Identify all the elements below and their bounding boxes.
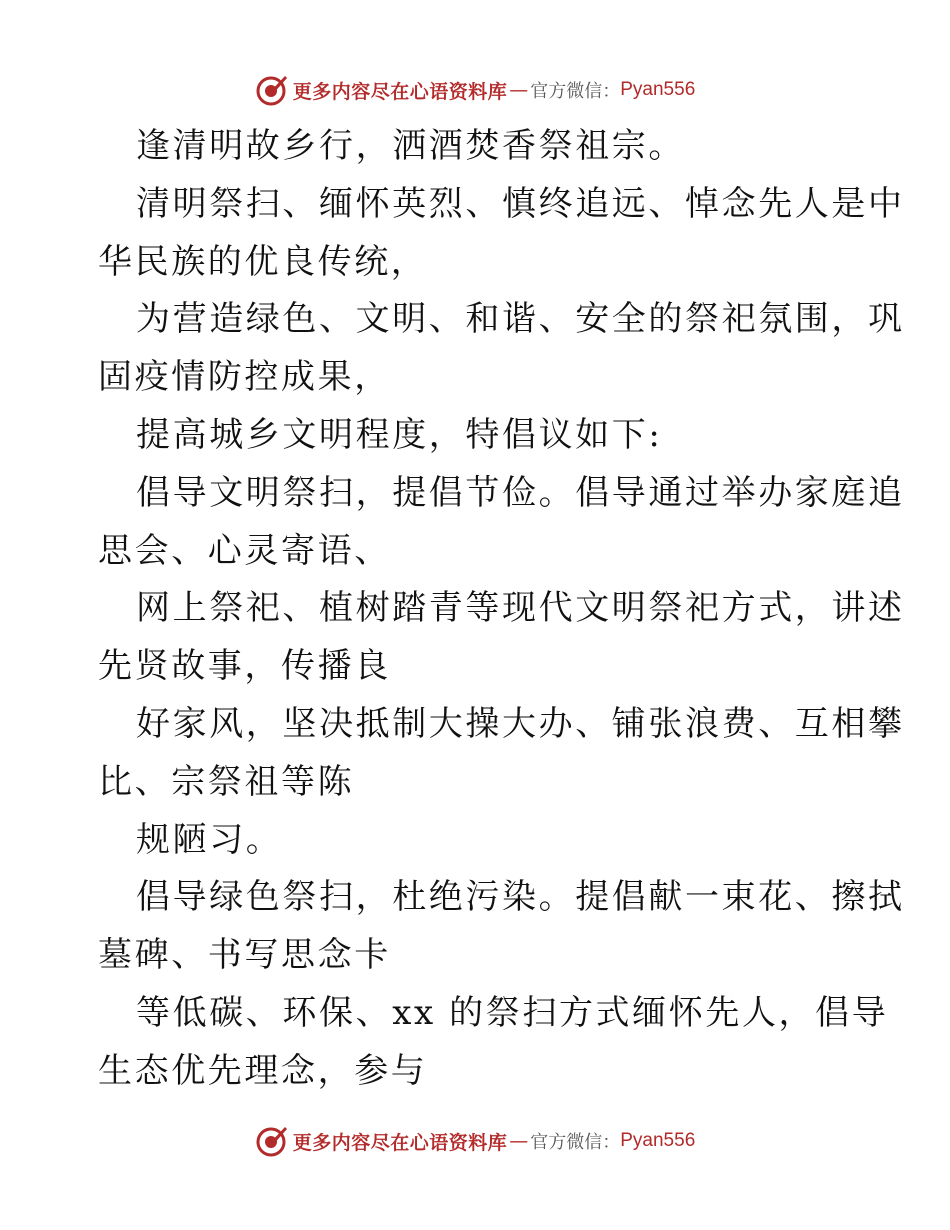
watermark-label: 官方微信：	[530, 1132, 621, 1153]
quill-pen-seal-icon	[255, 1124, 289, 1158]
watermark-brand: 更多内容尽在心语资料库	[292, 1131, 508, 1154]
paragraph-line: 倡导绿色祭扫，杜绝污染。提倡献一束花、擦拭	[136, 877, 905, 918]
paragraph-line: 提高城乡文明程度，特倡议如下:	[136, 414, 663, 455]
paragraph-line: 清明祭扫、缅怀英烈、慎终追远、悼念先人是中	[136, 183, 905, 224]
paragraph-line: 比、宗祭祖等陈	[98, 761, 355, 802]
quill-pen-seal-icon	[255, 73, 289, 107]
watermark-wechat-id: Pyan556	[620, 1130, 696, 1151]
paragraph-line: 思会、心灵寄语、	[98, 530, 391, 571]
document-body	[98, 118, 905, 1101]
paragraph-line: 生态优先理念，参与	[98, 1050, 428, 1091]
watermark-label: 官方微信：	[530, 81, 621, 102]
paragraph-line: 先贤故事，传播良	[98, 646, 391, 687]
paragraph-line: 倡导文明祭扫，提倡节俭。倡导通过举办家庭追	[136, 472, 905, 513]
paragraph-line: 逢清明故乡行，洒酒焚香祭祖宗。	[136, 126, 685, 166]
footer-watermark	[0, 1121, 950, 1161]
paragraph-line: 墓碑、书写思念卡	[98, 935, 391, 976]
paragraph-line: 等低碳、环保、xx 的祭扫方式缅怀先人，倡导	[136, 992, 889, 1033]
paragraph-line: 为营造绿色、文明、和谐、安全的祭祀氛围，巩	[136, 299, 905, 340]
watermark-brand: 更多内容尽在心语资料库	[292, 80, 508, 103]
paragraph-line: 华民族的优良传统，	[98, 241, 428, 282]
paragraph-line: 网上祭祀、植树踏青等现代文明祭祀方式，讲述	[136, 588, 905, 629]
paragraph-line: 好家风，坚决抵制大操大办、铺张浪费、互相攀	[136, 703, 905, 744]
paragraph-line: 规陋习。	[136, 819, 283, 860]
watermark-dash: —	[509, 1130, 529, 1152]
header-watermark	[0, 70, 950, 110]
paragraph-line: 固疫情防控成果，	[98, 357, 391, 398]
watermark-wechat-id: Pyan556	[620, 79, 696, 100]
watermark-dash: —	[509, 79, 529, 101]
